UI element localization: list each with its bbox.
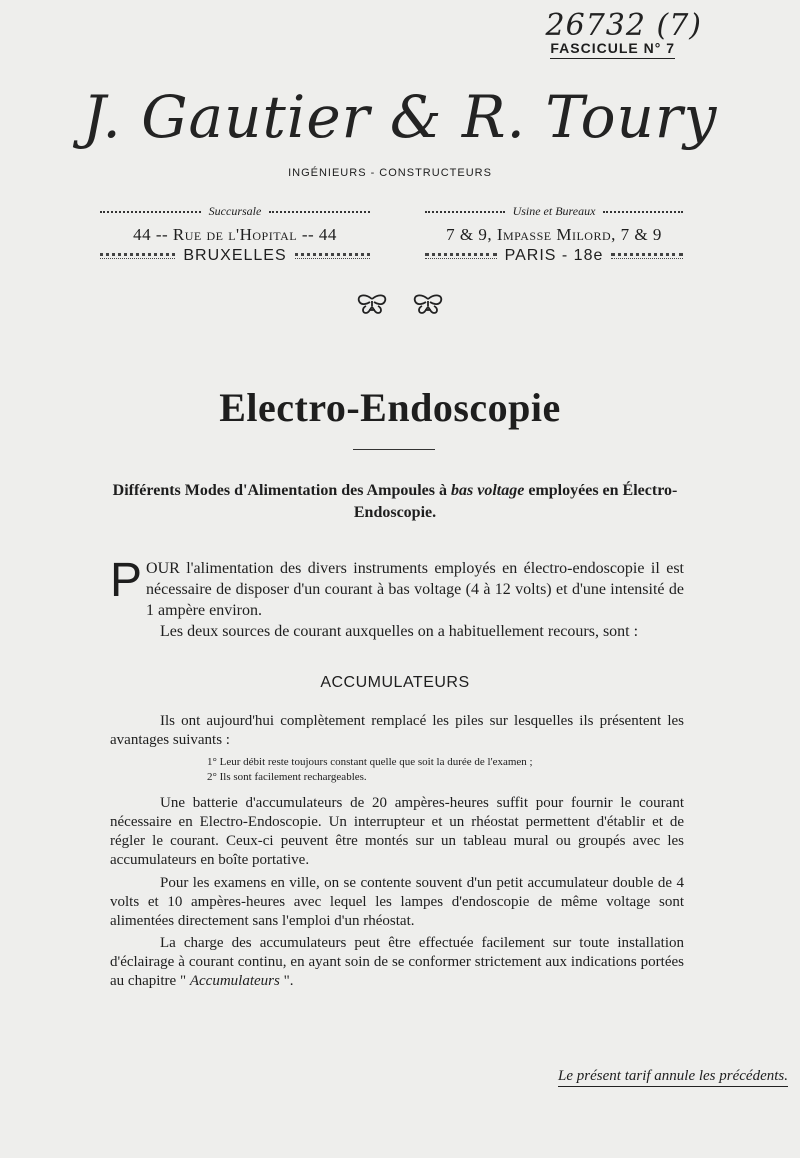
battery-paragraph: Une batterie d'accumulateurs de 20 ampères-heures suffit pour fournir le courant nécessaire en Electro-Endoscopie. Un interrupteur et un rhéostat permettent d'établir et de régler le courant. Ceux-ci peuvent être montés sur un tableau mural ou groupés avec les accumulateurs en boîte portative.: [110, 795, 684, 868]
intro-paragraph: POUR l'alimentation des divers instruments employés en électro-endoscopie il est nécessaire de disposer d'un courant à bas voltage (4 à 12 volts) et d'une intensité de 1 ampère environ.: [110, 554, 684, 619]
fascicule-number: FASCICULE N° 7: [550, 40, 675, 59]
factory-city: PARIS - 18e: [425, 247, 683, 265]
factory-street: 7 & 9, Impasse Milord, 7 & 9: [446, 225, 662, 244]
ornament-row: [0, 293, 800, 315]
company-profession: INGÉNIEURS - CONSTRUCTEURS: [288, 167, 492, 179]
charging-paragraph: La charge des accumulateurs peut être effectuée facilement sur toute installation d'éclairage à courant continu, en ayant soin de se conformer strictement aux indications portées au chapitre " Accumulateurs ".: [110, 935, 684, 989]
advantages-paragraph: Ils ont aujourd'hui complètement remplacé les piles sur lesquelles ils présentent les avantages suivants :: [110, 713, 684, 748]
intro-section: [110, 554, 684, 642]
section-title: ACCUMULATEURS: [320, 674, 470, 691]
factory-label: Usine et Bureaux: [425, 204, 683, 219]
city-exam-paragraph: Pour les examens en ville, on se contente souvent d'un petit accumulateur double de 4 volts et 10 ampères-heures avec lequel les lampes d'endoscopie de même voltage sont alimentées directement sans l'emploi d'un rhéostat.: [110, 875, 684, 929]
advantages-list: [207, 755, 533, 785]
branch-city: BRUXELLES: [100, 247, 370, 265]
fleuron-icon: [355, 293, 389, 315]
branch-address: [100, 204, 370, 265]
list-item: 2° Ils sont facilement rechargeables.: [207, 771, 367, 783]
branch-street: 44 -- Rue de l'Hopital -- 44: [133, 225, 337, 244]
sources-paragraph: Les deux sources de courant auxquelles on a habituellement recours, sont :: [160, 623, 639, 640]
branch-label: Succursale: [100, 204, 370, 219]
title-divider: [353, 449, 435, 450]
drop-cap: P: [110, 554, 143, 607]
company-logo: J. Gautier & R. Toury: [82, 83, 718, 151]
document-title: Electro-Endoscopie: [219, 385, 561, 430]
factory-address: [425, 204, 683, 265]
handwritten-archive-number: 26732 (7): [545, 8, 702, 43]
document-subtitle: Différents Modes d'Alimentation des Ampoules à bas voltage employées en Électro-Endoscopie.: [112, 482, 678, 521]
footer-note: Le présent tarif annule les précédents.: [558, 1068, 788, 1087]
list-item: 1° Leur débit reste toujours constant quelle que soit la durée de l'examen ;: [207, 756, 533, 768]
fleuron-icon: [411, 293, 445, 315]
